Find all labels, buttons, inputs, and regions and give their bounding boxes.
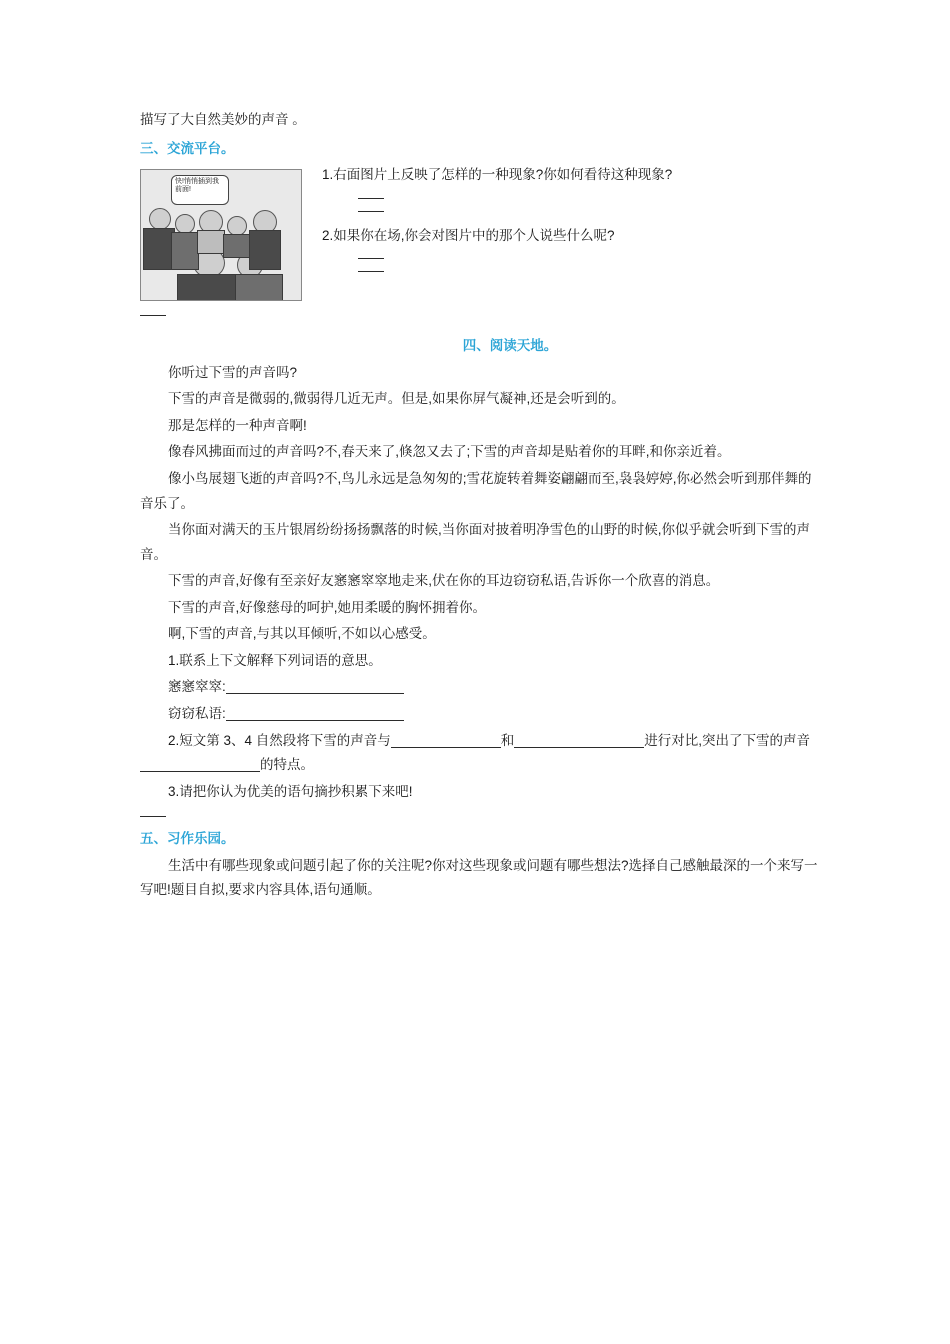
reading-paragraph-5: 像小鸟展翅飞逝的声音吗?不,鸟儿永远是急匆匆的;雪花旋转着舞姿翩翩而至,袅袅婷婷,你必然会听到那伴舞的音乐了。 <box>140 470 812 511</box>
answer-dash-3-2-a <box>358 258 384 259</box>
reading-paragraph-6: 当你面对满天的玉片银屑纷纷扬扬飘落的时候,当你面对披着明净雪色的山野的时候,你似乎就会听到下雪的声音。 <box>140 522 810 562</box>
writing-prompt-body: 生活中有哪些现象或问题引起了你的关注呢?你对这些现象或问题有哪些想法?选择自己感触最深的一个来写一写吧!题目自拟,要求内容具体,语句通顺。 <box>140 857 818 898</box>
cartoon-head-2 <box>175 214 195 234</box>
section-heading-four: 四、阅读天地。 <box>462 338 558 354</box>
reading-paragraph-8: 下雪的声音,好像慈母的呵护,她用柔暖的胸怀拥着你。 <box>168 599 487 615</box>
question-4-1-item-1 <box>140 675 820 700</box>
question-4-3-label: 3.请把你认为优美的语句摘抄积累下来吧! <box>168 783 413 799</box>
reading-paragraph-2: 下雪的声音是微弱的,微弱得几近无声。但是,如果你屏气凝神,还是会听到的。 <box>168 391 625 407</box>
cartoon-body-7 <box>235 274 283 301</box>
compare-blank-3[interactable] <box>140 757 260 772</box>
vocab-term-2: 窃窃私语: <box>168 706 226 721</box>
question-4-2 <box>140 729 820 778</box>
reading-paragraph-1: 你听过下雪的声音吗? <box>168 364 298 380</box>
worksheet-content <box>140 108 820 905</box>
answer-dash-4-3 <box>140 816 166 817</box>
question-4-2-part-d: 的特点。 <box>260 757 314 773</box>
reading-paragraph-4: 像春风拂面而过的声音吗?不,春天来了,倏忽又去了;下雪的声音却是贴着你的耳畔,和你亲近着。 <box>168 444 731 460</box>
cartoon-head-4 <box>227 216 247 236</box>
question-4-1-item-2 <box>140 702 820 727</box>
left-answer-dashes <box>140 315 308 316</box>
cartoon-speech-bubble: 快!悄悄插到我前面! <box>171 175 229 205</box>
question-4-2-part-c: 进行对比,突出了下雪的声音 <box>644 732 811 748</box>
vocab-answer-blank-1[interactable] <box>226 679 404 694</box>
reading-paragraph-3: 那是怎样的一种声音啊! <box>168 417 307 433</box>
answer-dash-3-1-a <box>358 198 384 199</box>
cartoon-head-1 <box>149 208 171 230</box>
question-3-1: 1.右面图片上反映了怎样的一种现象?你如何看待这种现象? <box>322 167 673 183</box>
compare-blank-2[interactable] <box>514 733 644 748</box>
section-heading-five: 五、习作乐园。 <box>140 831 235 847</box>
cartoon-figure-wrap <box>140 169 308 330</box>
vocab-term-1: 窸窸窣窣: <box>168 679 226 695</box>
question-4-2-part-b: 和 <box>500 732 515 748</box>
section-three-body <box>140 163 820 330</box>
question-3-2: 2.如果你在场,你会对图片中的那个人说些什么呢? <box>322 227 615 243</box>
top-continuation-line: 描写了大自然美妙的声音 。 <box>140 112 306 127</box>
cartoon-body-5 <box>249 230 281 270</box>
compare-blank-1[interactable] <box>391 733 501 748</box>
vocab-answer-blank-2[interactable] <box>226 706 404 721</box>
cartoon-body-3 <box>197 230 225 254</box>
answer-dash-3-2-b <box>358 271 384 272</box>
question-4-2-part-a: 2.短文第 3、4 自然段将下雪的声音与 <box>168 732 391 748</box>
question-4-1-label: 1.联系上下文解释下列词语的意思。 <box>168 652 382 668</box>
cartoon-body-4 <box>223 234 251 258</box>
answer-dash-3-1-b <box>358 211 384 212</box>
reading-paragraph-7: 下雪的声音,好像有至亲好友窸窸窣窣地走来,伏在你的耳边窃窃私语,告诉你一个欣喜的消息。 <box>168 573 720 589</box>
cartoon-body-6 <box>177 274 237 301</box>
reading-paragraph-9: 啊,下雪的声音,与其以耳倾听,不如以心感受。 <box>168 626 436 642</box>
answer-dash-left-1 <box>140 315 166 316</box>
section-three-questions <box>308 163 820 284</box>
cartoon-image <box>140 169 302 301</box>
cartoon-body-2 <box>171 232 199 270</box>
section-heading-three: 三、交流平台。 <box>140 140 235 156</box>
